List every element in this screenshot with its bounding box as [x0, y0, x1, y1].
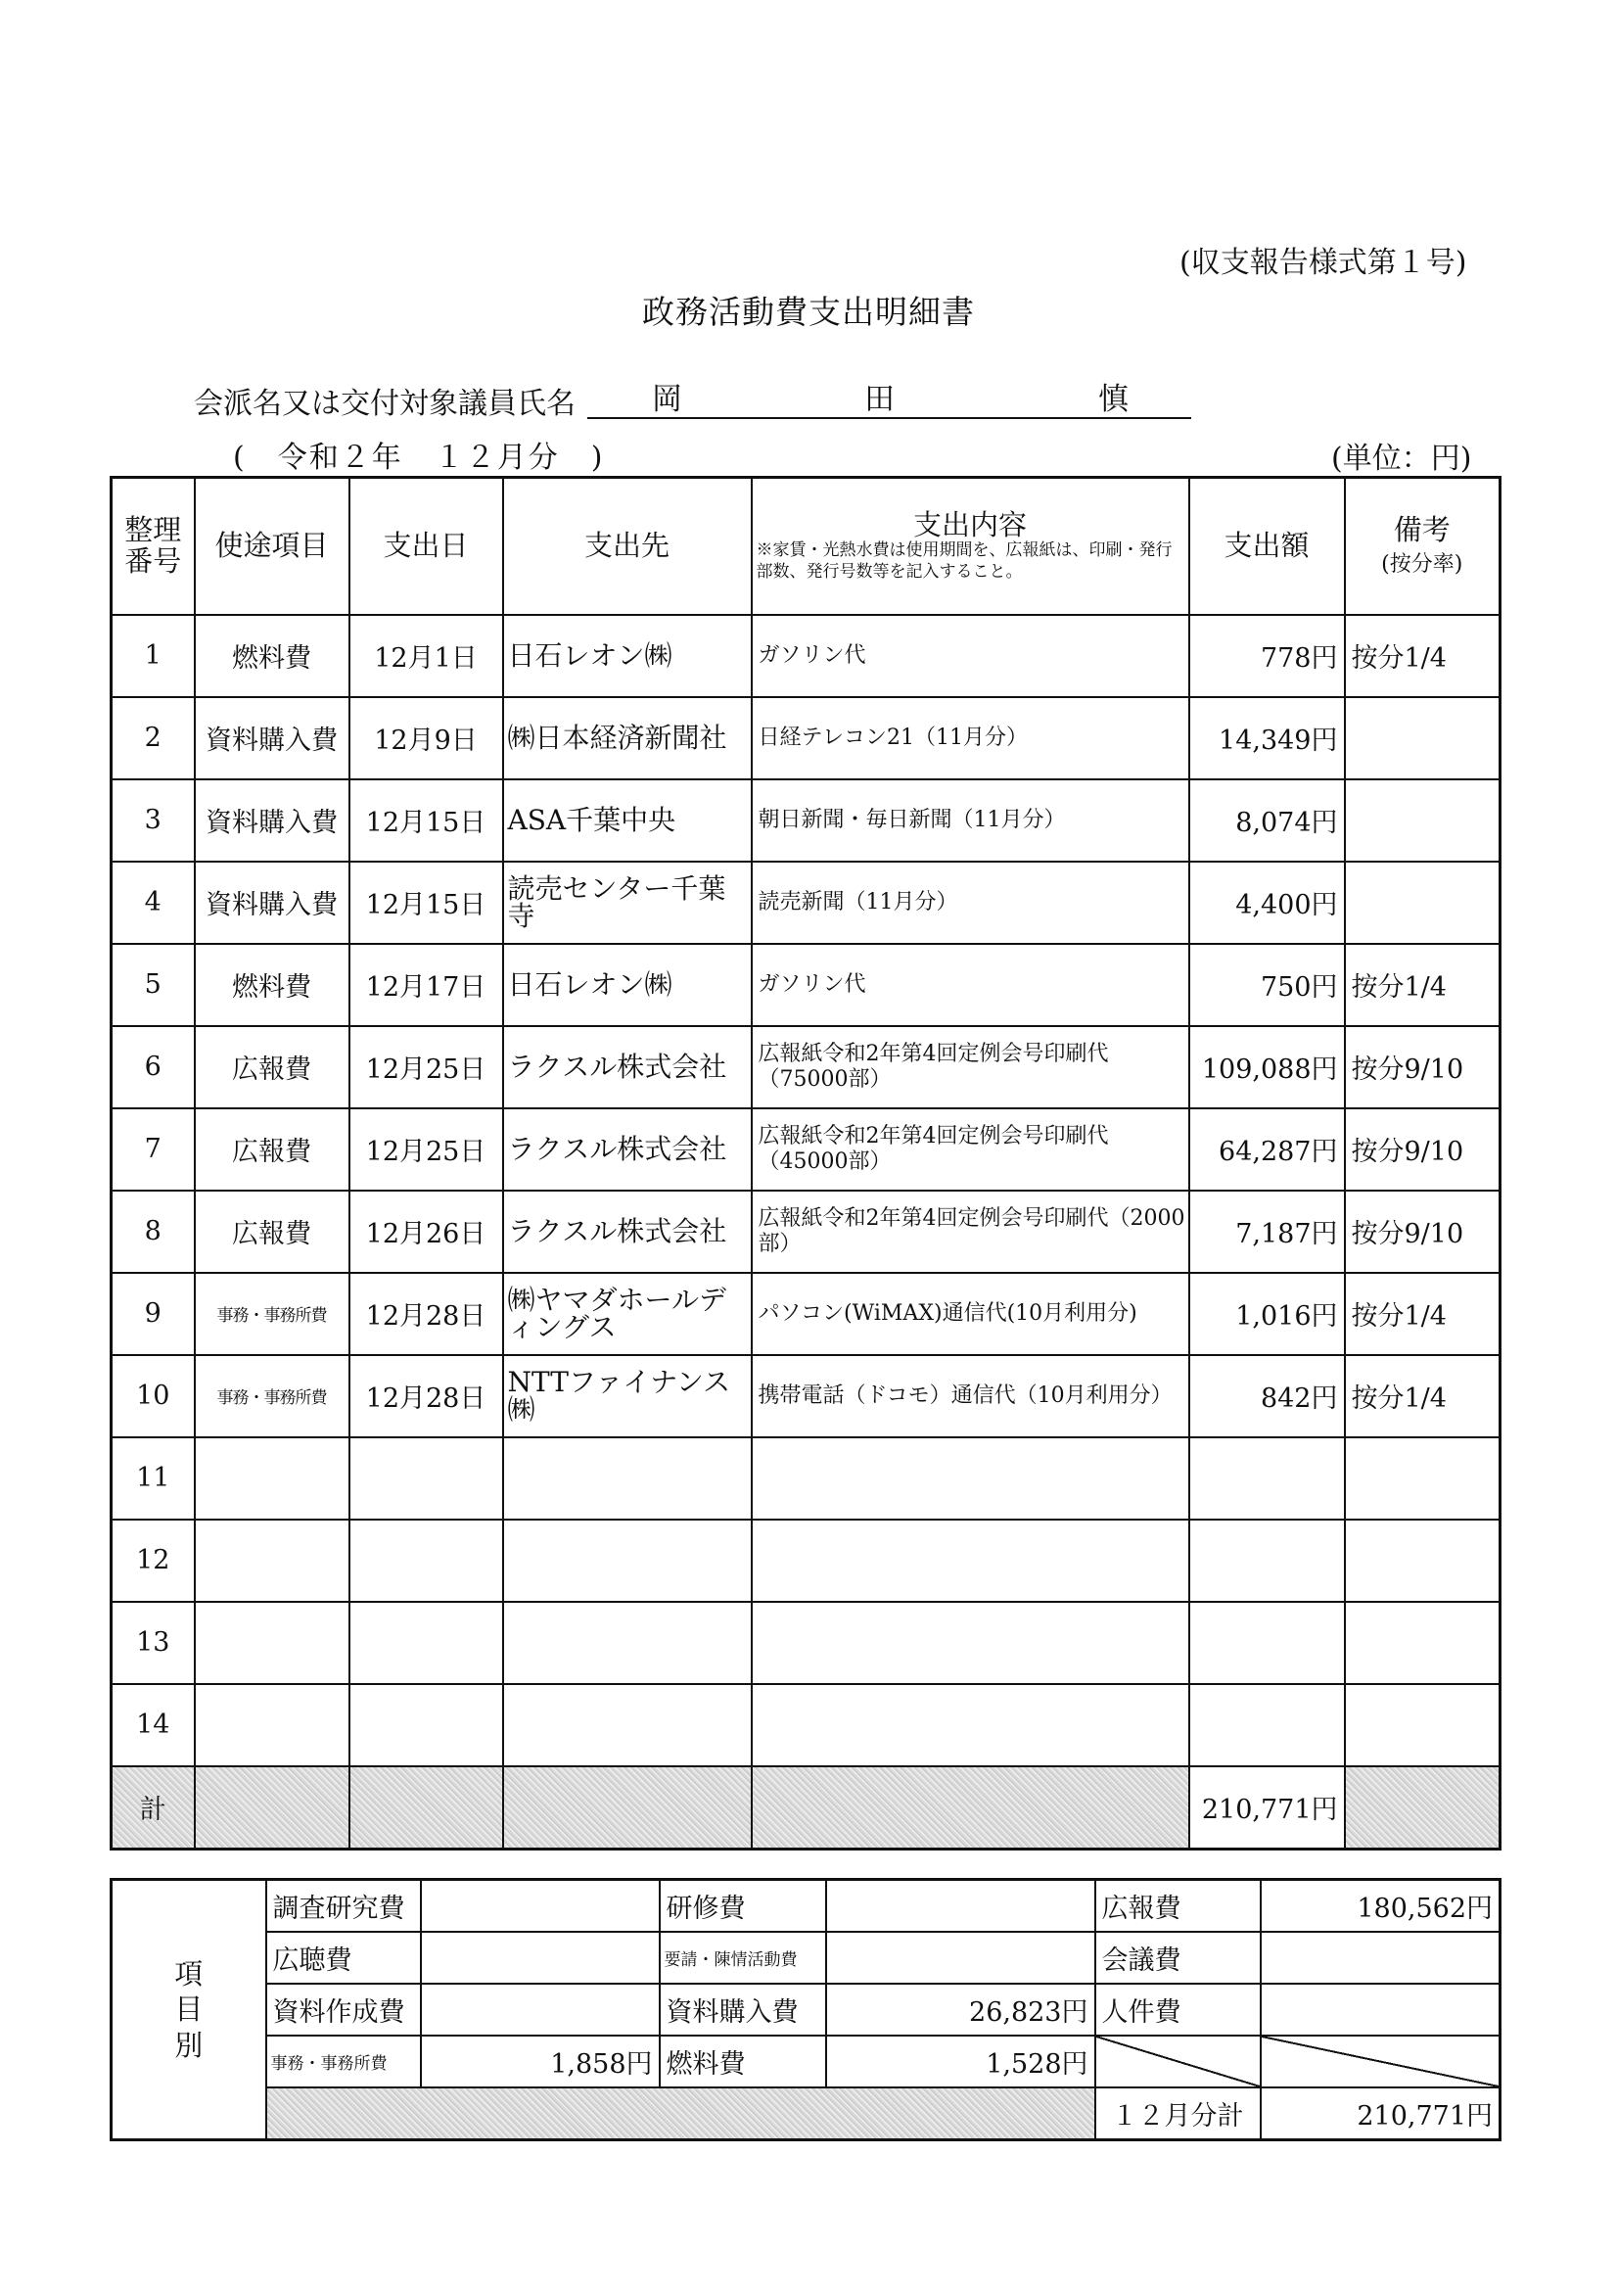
row-date: 12月1日 [349, 615, 503, 697]
row-payee: ASA千葉中央 [503, 779, 752, 862]
research-label: 調査研究費 [266, 1880, 421, 1933]
expense-table [110, 476, 1502, 1851]
total-shade-2 [349, 1766, 503, 1850]
row-description: 広報紙令和2年第4回定例会号印刷代（75000部） [752, 1026, 1189, 1108]
total-shade-4 [752, 1766, 1189, 1850]
row-payee [503, 1520, 752, 1602]
row-amount: 7,187円 [1189, 1191, 1345, 1273]
member-name-char-3: 慎 [1098, 382, 1129, 417]
row-payee: NTTファイナンス㈱ [503, 1355, 752, 1437]
row-amount: 778円 [1189, 615, 1345, 697]
header-remarks-sub: (按分率) [1381, 551, 1463, 577]
office-label: 事務・事務所費 [266, 2036, 421, 2087]
table-row [112, 862, 1501, 944]
table-row [112, 1026, 1501, 1108]
row-item: 事務・事務所費 [195, 1355, 349, 1437]
table-row [112, 1684, 1501, 1766]
row-remarks: 按分9/10 [1345, 1191, 1501, 1273]
docs-label: 資料作成費 [266, 1984, 421, 2036]
total-shade-3 [503, 1766, 752, 1850]
row-payee [503, 1437, 752, 1520]
row-remarks [1345, 779, 1501, 862]
row-remarks [1345, 1602, 1501, 1684]
row-description: 日経テレコン21（11月分） [752, 697, 1189, 779]
summary-shade [266, 2087, 1095, 2140]
table-row [112, 1520, 1501, 1602]
pr-value: 180,562円 [1261, 1880, 1501, 1933]
row-number: 10 [112, 1355, 195, 1437]
row-remarks: 按分1/4 [1345, 615, 1501, 697]
hearing-label: 広聴費 [266, 1932, 421, 1984]
row-payee: ラクスル株式会社 [503, 1191, 752, 1273]
row-amount [1189, 1520, 1345, 1602]
row-remarks [1345, 1684, 1501, 1766]
row-item: 燃料費 [195, 615, 349, 697]
fuel-label: 燃料費 [660, 2036, 826, 2087]
row-payee: 日石レオン㈱ [503, 944, 752, 1026]
diagonal-empty-2 [1261, 2036, 1501, 2087]
row-payee [503, 1684, 752, 1766]
row-number: 6 [112, 1026, 195, 1108]
row-payee [503, 1602, 752, 1684]
row-number: 9 [112, 1273, 195, 1355]
header-no: 整理番号 [112, 478, 195, 615]
row-payee: ㈱日本経済新聞社 [503, 697, 752, 779]
row-number: 4 [112, 862, 195, 944]
row-date [349, 1602, 503, 1684]
row-date: 12月17日 [349, 944, 503, 1026]
row-amount: 64,287円 [1189, 1108, 1345, 1191]
header-date: 支出日 [349, 478, 503, 615]
header-payee: 支出先 [503, 478, 752, 615]
personnel-label: 人件費 [1095, 1984, 1261, 2036]
training-label: 研修費 [660, 1880, 826, 1933]
row-number: 14 [112, 1684, 195, 1766]
header-item: 使途項目 [195, 478, 349, 615]
row-description: 読売新聞（11月分） [752, 862, 1189, 944]
row-payee: 読売センター千葉寺 [503, 862, 752, 944]
table-row [112, 1437, 1501, 1520]
row-item [195, 1520, 349, 1602]
hearing-value [421, 1932, 660, 1984]
fuel-value: 1,528円 [826, 2036, 1095, 2087]
row-amount: 842円 [1189, 1355, 1345, 1437]
table-row [112, 779, 1501, 862]
row-remarks: 按分9/10 [1345, 1108, 1501, 1191]
row-remarks [1345, 862, 1501, 944]
row-number: 3 [112, 779, 195, 862]
table-row [112, 1191, 1501, 1273]
row-item [195, 1602, 349, 1684]
total-amount: 210,771円 [1189, 1766, 1345, 1850]
row-number: 2 [112, 697, 195, 779]
row-description: 朝日新聞・毎日新聞（11月分） [752, 779, 1189, 862]
purchase-value: 26,823円 [826, 1984, 1095, 2036]
table-row [112, 1355, 1501, 1437]
row-amount: 8,074円 [1189, 779, 1345, 862]
row-remarks: 按分9/10 [1345, 1026, 1501, 1108]
row-amount [1189, 1684, 1345, 1766]
table-row [112, 615, 1501, 697]
row-payee: 日石レオン㈱ [503, 615, 752, 697]
row-remarks: 按分1/4 [1345, 944, 1501, 1026]
month-total-value: 210,771円 [1261, 2087, 1501, 2140]
row-date [349, 1520, 503, 1602]
row-number: 5 [112, 944, 195, 1026]
row-item: 資料購入費 [195, 779, 349, 862]
table-row [112, 697, 1501, 779]
training-value [826, 1880, 1095, 1933]
row-amount [1189, 1437, 1345, 1520]
row-payee: ラクスル株式会社 [503, 1108, 752, 1191]
header-description-note: ※家賃・光熱水費は使用期間を、広報紙は、印刷・発行部数、発行号数等を記入すること。 [756, 540, 1173, 582]
table-row [112, 1108, 1501, 1191]
row-item: 資料購入費 [195, 697, 349, 779]
row-remarks [1345, 697, 1501, 779]
row-description [752, 1437, 1189, 1520]
member-name-char-2: 田 [864, 382, 895, 417]
row-description: パソコン(WiMAX)通信代(10月利用分) [752, 1273, 1189, 1355]
row-description [752, 1684, 1189, 1766]
row-payee: ラクスル株式会社 [503, 1026, 752, 1108]
diagonal-empty-1 [1095, 2036, 1261, 2087]
report-period: ( 令和２年 １２月分 ) [233, 441, 605, 475]
row-description [752, 1520, 1189, 1602]
meeting-label: 会議費 [1095, 1932, 1261, 1984]
total-row [112, 1766, 1501, 1850]
header-remarks [1345, 478, 1501, 615]
row-amount: 4,400円 [1189, 862, 1345, 944]
row-amount: 14,349円 [1189, 697, 1345, 779]
header-amount: 支出額 [1189, 478, 1345, 615]
personnel-value [1261, 1984, 1501, 2036]
row-item: 広報費 [195, 1191, 349, 1273]
row-remarks [1345, 1520, 1501, 1602]
table-row [112, 944, 1501, 1026]
table-row [112, 1602, 1501, 1684]
row-description: 広報紙令和2年第4回定例会号印刷代（45000部） [752, 1108, 1189, 1191]
petition-label: 要請・陳情活動費 [660, 1932, 826, 1984]
purchase-label: 資料購入費 [660, 1984, 826, 2036]
header-description [752, 478, 1189, 615]
office-value: 1,858円 [421, 2036, 660, 2087]
meeting-value [1261, 1932, 1501, 1984]
row-remarks: 按分1/4 [1345, 1273, 1501, 1355]
row-number: 8 [112, 1191, 195, 1273]
row-date: 12月15日 [349, 779, 503, 862]
row-number: 7 [112, 1108, 195, 1191]
category-label: 項目別 [112, 1880, 266, 2140]
row-description [752, 1602, 1189, 1684]
row-date: 12月9日 [349, 697, 503, 779]
member-label: 会派名又は交付対象議員氏名 [194, 387, 576, 421]
row-date: 12月28日 [349, 1273, 503, 1355]
row-number: 1 [112, 615, 195, 697]
category-summary-table [110, 1878, 1502, 2141]
month-total-label: １２月分計 [1095, 2087, 1261, 2140]
form-number: (収支報告様式第１号) [1179, 246, 1467, 280]
total-shade-5 [1345, 1766, 1501, 1850]
row-date: 12月15日 [349, 862, 503, 944]
row-amount: 109,088円 [1189, 1026, 1345, 1108]
row-item [195, 1437, 349, 1520]
header-description-title: 支出内容 [912, 507, 1027, 541]
row-remarks [1345, 1437, 1501, 1520]
research-value [421, 1880, 660, 1933]
row-number: 13 [112, 1602, 195, 1684]
row-description: ガソリン代 [752, 944, 1189, 1026]
row-date: 12月25日 [349, 1026, 503, 1108]
row-payee: ㈱ヤマダホールディングス [503, 1273, 752, 1355]
total-shade-1 [195, 1766, 349, 1850]
row-number: 11 [112, 1437, 195, 1520]
docs-value [421, 1984, 660, 2036]
row-description: 携帯電話（ドコモ）通信代（10月利用分） [752, 1355, 1189, 1437]
member-name-char-1: 岡 [652, 382, 682, 417]
document-title: 政務活動費支出明細書 [642, 293, 975, 331]
row-amount [1189, 1602, 1345, 1684]
row-amount: 750円 [1189, 944, 1345, 1026]
row-date: 12月28日 [349, 1355, 503, 1437]
pr-label: 広報費 [1095, 1880, 1261, 1933]
header-row [112, 478, 1501, 615]
row-date [349, 1437, 503, 1520]
row-item: 燃料費 [195, 944, 349, 1026]
row-amount: 1,016円 [1189, 1273, 1345, 1355]
row-date: 12月25日 [349, 1108, 503, 1191]
petition-value [826, 1932, 1095, 1984]
row-item: 広報費 [195, 1108, 349, 1191]
row-item [195, 1684, 349, 1766]
header-remarks-title: 備考 [1393, 512, 1451, 546]
row-item: 広報費 [195, 1026, 349, 1108]
unit-label: (単位：円) [1331, 442, 1472, 476]
table-row [112, 1273, 1501, 1355]
row-item: 事務・事務所費 [195, 1273, 349, 1355]
row-description: 広報紙令和2年第4回定例会号印刷代（2000部） [752, 1191, 1189, 1273]
row-number: 12 [112, 1520, 195, 1602]
row-item: 資料購入費 [195, 862, 349, 944]
row-description: ガソリン代 [752, 615, 1189, 697]
row-date [349, 1684, 503, 1766]
total-label: 計 [112, 1766, 195, 1850]
row-date: 12月26日 [349, 1191, 503, 1273]
row-remarks: 按分1/4 [1345, 1355, 1501, 1437]
